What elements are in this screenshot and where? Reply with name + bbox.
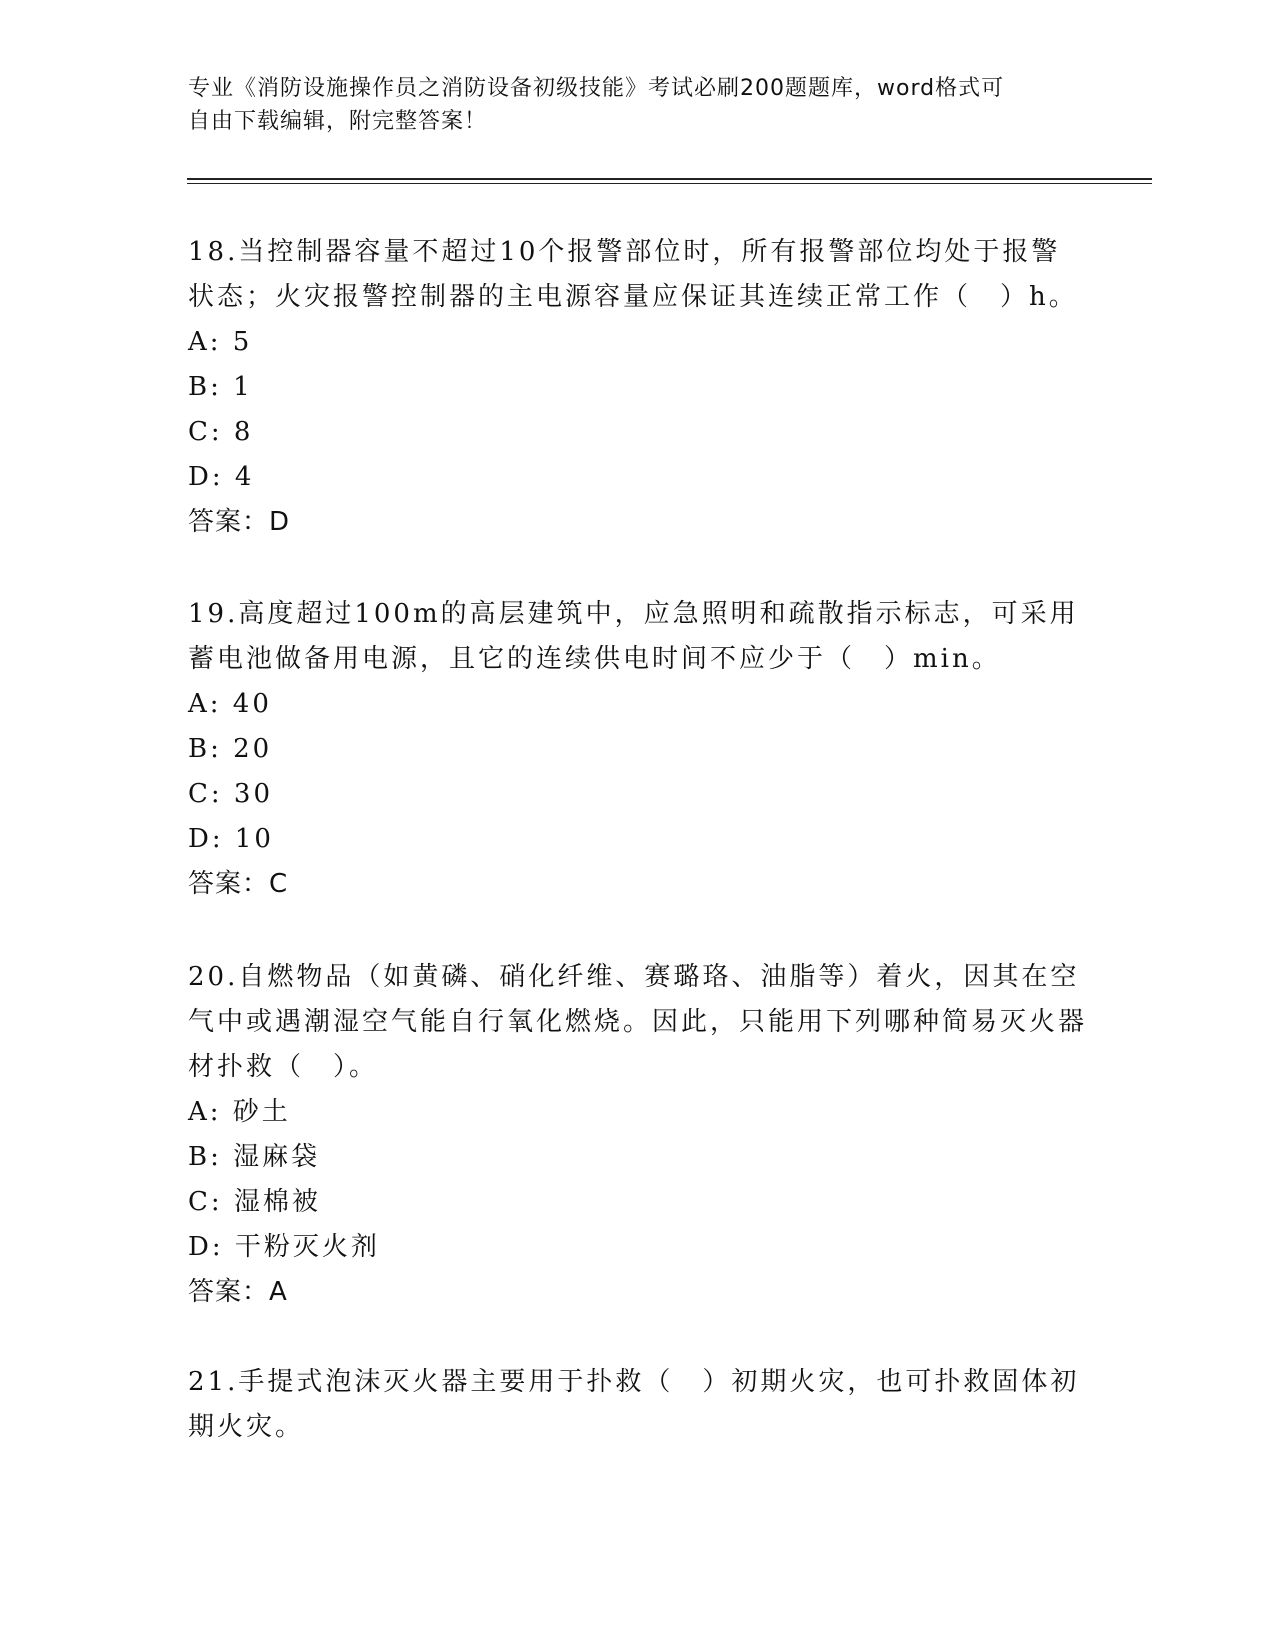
- question-21: [188, 1360, 1088, 1450]
- question-20: [188, 955, 1088, 1315]
- question-text: 18.当控制器容量不超过10个报警部位时，所有报警部位均处于报警状态；火灾报警控制器的主电源容量应保证其连续正常工作（ ）h。: [188, 237, 1078, 312]
- question-18: [188, 230, 1088, 545]
- document-header: [188, 72, 1088, 138]
- header-line-2: 自由下载编辑，附完整答案！: [188, 109, 488, 134]
- option-a: A: 40: [188, 689, 272, 719]
- option-c: C: 8: [188, 417, 254, 447]
- option-c: C: 湿棉被: [188, 1187, 321, 1217]
- question-text: 19.高度超过100m的高层建筑中，应急照明和疏散指示标志，可采用蓄电池做备用电源，且它的连续供电时间不应少于（ ）min。: [188, 599, 1079, 674]
- question-19: [188, 592, 1088, 907]
- answer: 答案：A: [188, 1277, 288, 1307]
- question-text: 20.自燃物品（如黄磷、硝化纤维、赛璐珞、油脂等）着火，因其在空气中或遇潮湿空气能自行氧化燃烧。因此，只能用下列哪种简易灭火器材扑救（ ）。: [188, 962, 1088, 1082]
- answer: 答案：D: [188, 507, 291, 537]
- header-line-1: 专业《消防设施操作员之消防设备初级技能》考试必刷200题题库，word格式可: [188, 76, 1005, 101]
- option-a: A: 砂土: [188, 1097, 291, 1127]
- option-d: D: 4: [188, 462, 255, 492]
- option-c: C: 30: [188, 779, 274, 809]
- question-text: 21.手提式泡沫灭火器主要用于扑救（ ）初期火灾，也可扑救固体初期火灾。: [188, 1367, 1080, 1442]
- header-divider-thin: [187, 183, 1152, 184]
- option-b: B: 湿麻袋: [188, 1142, 321, 1172]
- option-d: D: 干粉灭火剂: [188, 1232, 380, 1262]
- option-d: D: 10: [188, 824, 274, 854]
- option-b: B: 1: [188, 372, 253, 402]
- answer: 答案：C: [188, 869, 289, 899]
- option-b: B: 20: [188, 734, 273, 764]
- option-a: A: 5: [188, 327, 253, 357]
- header-divider-thick: [187, 178, 1152, 180]
